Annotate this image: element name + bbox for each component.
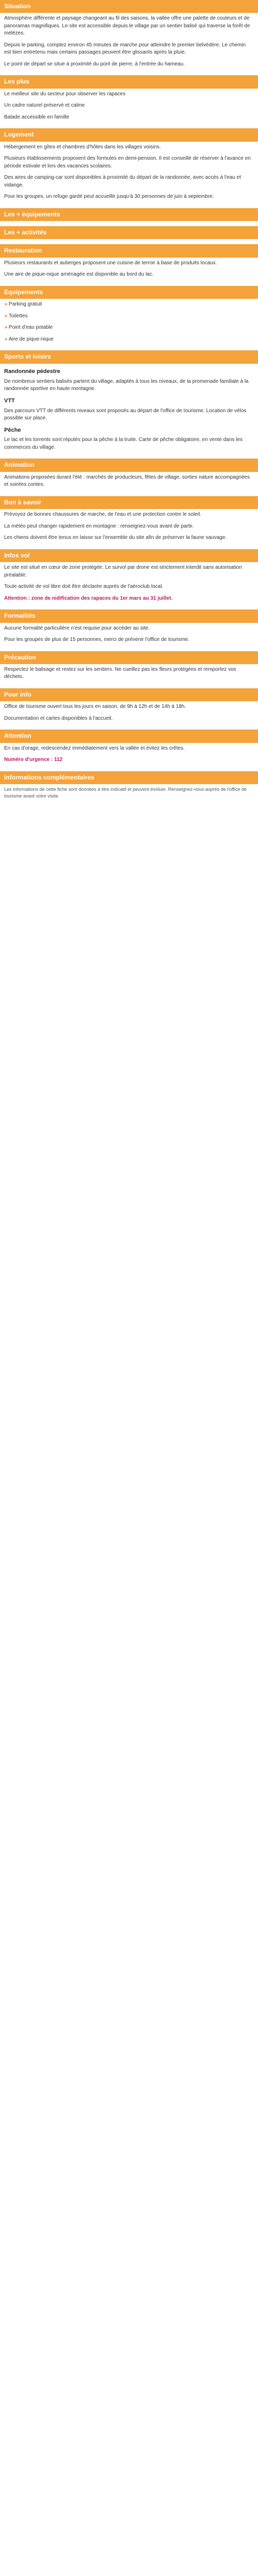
- info-vol-para: Toute activité de vol libre doit être déclarée auprès de l'aéroclub local.: [4, 584, 164, 590]
- pour-info-para: Office de tourisme ouvert tous les jours en saison, de 9h à 12h et de 14h à 18h.: [4, 704, 186, 710]
- equipement-item: ► Point d'eau potable: [4, 324, 254, 332]
- activites-cta[interactable]: Les + activités: [0, 226, 258, 239]
- restauration-title: Restauration: [0, 244, 258, 257]
- lieu-body: [0, 89, 258, 129]
- attention-body: [0, 743, 258, 771]
- lieu-para: Balade accessible en famille: [4, 114, 70, 120]
- animation-title: Animation: [0, 459, 258, 471]
- logement-para: Plusieurs établissements proposent des formules en demi-pension. Il est conseillé de réserver à l'avance en période estivale et lors des vacances scolaires.: [4, 156, 251, 169]
- restauration-para-2: Une aire de pique-nique aménagée est disponible au bord du lac.: [4, 272, 154, 278]
- sport-sub-label: VTT: [4, 397, 15, 404]
- precaution-body: [0, 664, 258, 688]
- equipement-item: ► Toilettes: [4, 313, 254, 320]
- pour-info-title: Pour info: [0, 688, 258, 701]
- spacer-2: [0, 239, 258, 244]
- page-root: [0, 0, 258, 807]
- attention-para: En cas d'orage, redescendez immédiatement vers la vallée et évitez les crêtes.: [4, 745, 185, 751]
- sport-sub-label: Pêche: [4, 427, 21, 433]
- info-vol-body: [0, 562, 258, 609]
- bon-a-savoir-body: [0, 509, 258, 549]
- equipement-item: ► Parking gratuit: [4, 301, 254, 309]
- logement-title: Logement: [0, 128, 258, 141]
- sections-wrap: [0, 0, 258, 208]
- precaution-title: Précaution: [0, 651, 258, 664]
- equipements-body: [0, 299, 258, 350]
- equipement-item: ► Aire de pique-nique: [4, 336, 254, 344]
- sport-sub-text: Des parcours VTT de différents niveaux sont proposés au départ de l'office de tourisme. Location de vélos possible sur place.: [4, 408, 247, 421]
- situation-title: Situation: [0, 0, 258, 13]
- precaution-text: Respectez le balisage et restez sur les sentiers. Ne cueillez pas les fleurs protégées et remportez vos déchets.: [4, 666, 236, 680]
- bon-a-savoir-para: Prévoyez de bonnes chaussures de marche, de l'eau et une protection contre le soleil.: [4, 512, 202, 518]
- logement-para: Des aires de camping-car sont disponibles à proximité du départ de la randonnée, avec accès à l'eau et vidange.: [4, 175, 241, 188]
- bon-a-savoir-para: La météo peut changer rapidement en montagne : renseignez-vous avant de partir.: [4, 523, 194, 529]
- logements-cta[interactable]: Les + équipements: [0, 208, 258, 221]
- bon-a-savoir-title: Bon à savoir: [0, 496, 258, 509]
- attention-title: Attention: [0, 730, 258, 742]
- logement-para: Pour les groupes, un refuge gardé peut accueillir jusqu'à 30 personnes de juin à septembre.: [4, 194, 214, 200]
- info-vol-warning: Attention : zone de nidification des rapaces du 1er mars au 31 juillet.: [4, 595, 173, 601]
- animation-body: [0, 472, 258, 496]
- pour-info-para: Documentation et cartes disponibles à l'accueil.: [4, 715, 113, 721]
- logement-body: [0, 142, 258, 208]
- footer-title: Informations complémentaires: [0, 771, 258, 784]
- sport-sub-text: Le lac et les torrents sont réputés pour la pêche à la truite. Carte de pêche obligatoire, en vente dans les commerces du village.: [4, 437, 243, 450]
- bon-a-savoir-para: Les chiens doivent être tenus en laisse sur l'ensemble du site afin de préserver la faune sauvage.: [4, 535, 227, 541]
- restauration-body: [0, 258, 258, 286]
- pour-info-body: [0, 701, 258, 730]
- info-vol-para: Le site est situé en cœur de zone protégée. Le survol par drone est strictement interdit sans autorisation préalable.: [4, 565, 242, 578]
- lieu-title: Les plus: [0, 75, 258, 88]
- situation-para: Le point de départ se situe à proximité du pont de pierre, à l'entrée du hameau.: [4, 61, 185, 67]
- footer-body: [0, 784, 258, 807]
- situation-body: [0, 13, 258, 75]
- lieu-para: Un cadre naturel préservé et calme: [4, 103, 85, 109]
- footer-text: Les informations de cette fiche sont données à titre indicatif et peuvent évoluer. Renseignez-vous auprès de l'office de tourisme avant votre visite.: [4, 787, 247, 799]
- formalites-body: [0, 623, 258, 651]
- info-vol-title: Infos vol: [0, 549, 258, 562]
- spacer-1: [0, 221, 258, 226]
- equipements-title: Equipements: [0, 286, 258, 299]
- sport-sub-label: Randonnée pédestre: [4, 368, 60, 375]
- attention-para: Numéro d'urgence : 112: [4, 757, 62, 763]
- formalites-title: Formalités: [0, 609, 258, 622]
- restauration-para-1: Plusieurs restaurants et auberges proposent une cuisine de terroir à base de produits locaux.: [4, 260, 217, 266]
- situation-para: Depuis le parking, comptez environ 45 minutes de marche pour atteindre le premier belvédère. Le chemin est bien entretenu mais certains passages peuvent être glissants après la pluie.: [4, 42, 246, 56]
- lieu-para: Le meilleur site du secteur pour observer les rapaces: [4, 91, 126, 97]
- sports-title: Sports et loisirs: [0, 350, 258, 363]
- sport-sub-text: De nombreux sentiers balisés partent du village, adaptés à tous les niveaux, de la promenade familiale à la randonnée sportive en haute montagne.: [4, 378, 249, 392]
- animation-text: Animations proposées durant l'été : marchés de producteurs, fêtes de village, sorties nature accompagnées et soirées contes.: [4, 474, 250, 488]
- situation-para: Atmosphère différente et paysage changeant au fil des saisons, la vallée offre une palette de couleurs et de panoramas magnifiques. Le site est accessible depuis le village par un sentier balisé qui traverse la forêt de mélèzes.: [4, 15, 250, 37]
- sports-body: [0, 364, 258, 459]
- logement-para: Hébergement en gîtes et chambres d'hôtes dans les villages voisins.: [4, 144, 161, 150]
- formalites-para: Aucune formalité particulière n'est requise pour accéder au site.: [4, 625, 150, 631]
- formalites-para: Pour les groupes de plus de 15 personnes, merci de prévenir l'office de tourisme.: [4, 637, 190, 642]
